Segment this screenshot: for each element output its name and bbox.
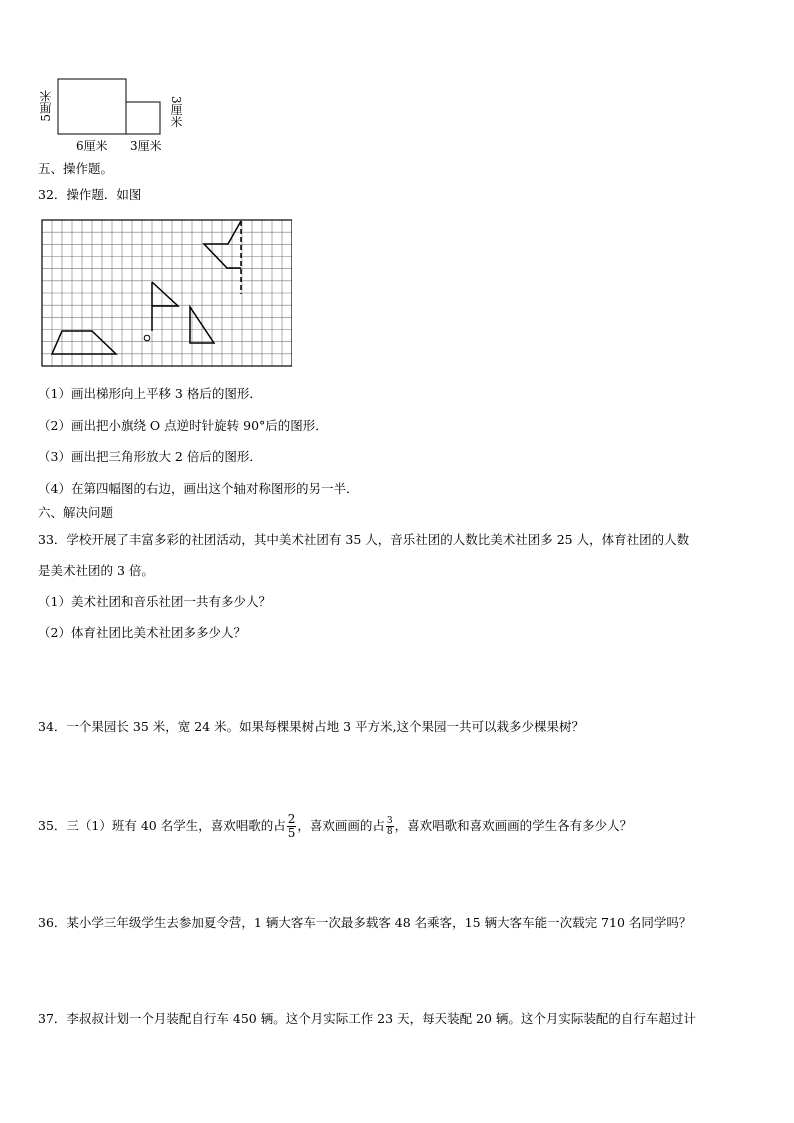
q34-text: 34．一个果园长 35 米，宽 24 米。如果每棵果树占地 3 平方米,这个果园一共可以栽多少棵果树？ bbox=[38, 719, 584, 734]
q32-task-3: （3）画出把三角形放大 2 倍后的图形． bbox=[38, 449, 262, 464]
rectangle-figure bbox=[30, 74, 200, 154]
q35-part3: ，喜欢唱歌和喜欢画画的学生各有多少人？ bbox=[394, 818, 633, 833]
grid-figure bbox=[38, 218, 292, 368]
q35-text bbox=[38, 808, 632, 844]
trapezoid-shape bbox=[52, 331, 116, 354]
fraction-two-fifths bbox=[287, 813, 297, 840]
q36-text: 36．某小学三年级学生去参加夏令营，1 辆大客车一次最多载客 48 名乘客，15 辆大客车能一次载完 710 名同学吗？ bbox=[38, 915, 692, 930]
section5-title: 五、操作题。 bbox=[38, 161, 114, 176]
large-rectangle bbox=[58, 79, 126, 134]
frac1-denominator: 5 bbox=[287, 826, 296, 840]
left-width-label: 6厘米 bbox=[76, 139, 108, 153]
q33-line2: 是美术社团的 3 倍。 bbox=[38, 563, 154, 578]
q33-sub2: （2）体育社团比美术社团多多少人？ bbox=[38, 625, 246, 640]
q32-task-1: （1）画出梯形向上平移 3 格后的图形． bbox=[38, 386, 262, 401]
q33-sub1: （1）美术社团和音乐社团一共有多少人？ bbox=[38, 594, 271, 609]
frac2-numerator: 3 bbox=[386, 816, 393, 826]
frac2-denominator: 8 bbox=[386, 827, 393, 837]
right-width-label: 3厘米 bbox=[130, 139, 162, 153]
small-rectangle bbox=[126, 102, 160, 134]
q32-title: 32．操作题．如图 bbox=[38, 187, 142, 202]
q35-part1: 35．三（1）班有 40 名学生，喜欢唱歌的占 bbox=[38, 818, 286, 833]
right-height-label: 3厘米 bbox=[169, 96, 183, 128]
grid-lines bbox=[42, 220, 292, 366]
flag-shape bbox=[152, 282, 178, 331]
frac1-numerator: 2 bbox=[287, 812, 296, 826]
q32-task-2: （2）画出把小旗绕 O 点逆时针旋转 90°后的图形． bbox=[38, 418, 328, 433]
left-height-label: 5厘米 bbox=[39, 90, 53, 122]
q37-text: 37．李叔叔计划一个月装配自行车 450 辆。这个月实际工作 23 天，每天装配 20 辆。这个月实际装配的自行车超过计 bbox=[38, 1011, 696, 1026]
q32-task-4: （4）在第四幅图的右边，画出这个轴对称图形的另一半． bbox=[38, 481, 359, 496]
q35-part2: ，喜欢画画的占 bbox=[297, 818, 385, 833]
point-o bbox=[144, 335, 150, 341]
section6-title: 六、解决问题 bbox=[38, 505, 114, 520]
q33-line1: 33．学校开展了丰富多彩的社团活动，其中美术社团有 35 人，音乐社团的人数比美术社团多 25 人，体育社团的人数 bbox=[38, 532, 690, 547]
fraction-three-eighths bbox=[386, 816, 394, 837]
